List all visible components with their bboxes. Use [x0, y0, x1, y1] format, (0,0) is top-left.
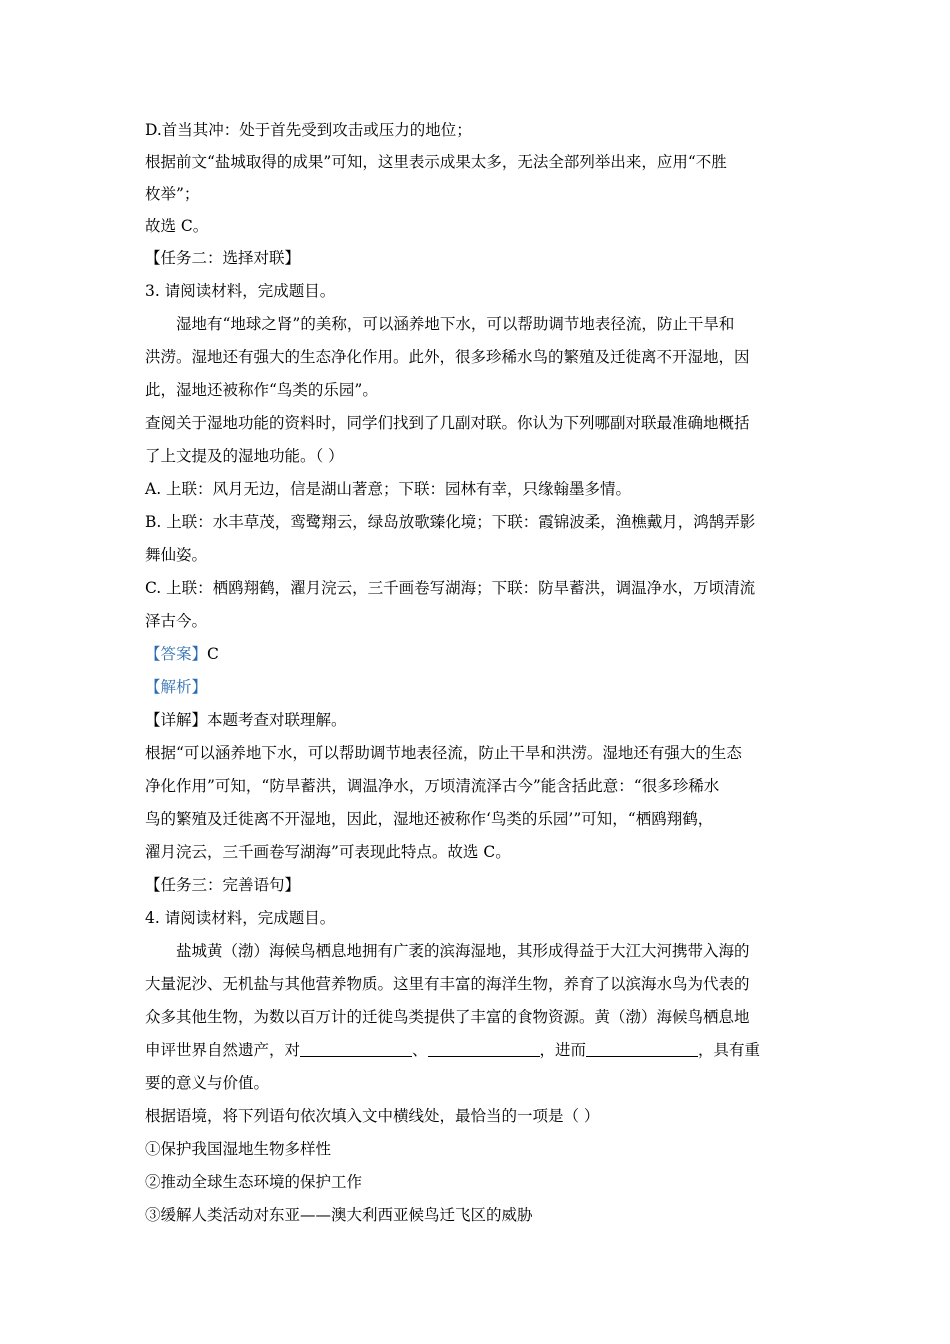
text-line: 根据前文“盐城取得的成果”可知，这里表示成果太多，无法全部列举出来，应用“不胜	[145, 153, 727, 171]
option-b-cont: 舞仙姿。	[145, 546, 208, 564]
blank-3[interactable]	[586, 1040, 698, 1057]
option-c: C. 上联：栖鸥翔鹤，濯月浣云，三千画卷写湖海；下联：防旱蓄洪，调温净水，万顷清流	[145, 579, 756, 597]
analysis-label: 【解析】	[145, 678, 208, 696]
choice-1: ①保护我国湿地生物多样性	[145, 1140, 332, 1158]
blank-text-3: ，具有重	[698, 1041, 761, 1059]
blank-2[interactable]	[428, 1040, 540, 1057]
option-a: A. 上联：风月无边，信是湖山著意；下联：园林有幸，只缘翰墨多情。	[145, 480, 632, 498]
question-title: 4. 请阅读材料，完成题目。	[145, 909, 336, 927]
choice-2: ②推动全球生态环境的保护工作	[145, 1173, 363, 1191]
section-heading: 【任务二：选择对联】	[145, 249, 301, 267]
detail-line: 净化作用”可知，“防旱蓄洪，调温净水，万顷清流泽古今”能含括此意：“很多珍稀水	[145, 777, 720, 795]
blank-text-1: 申评世界自然遗产，对	[145, 1041, 301, 1059]
answer-label: 【答案】	[145, 645, 208, 663]
section-heading: 【任务三：完善语句】	[145, 876, 301, 894]
choice-3: ③缓解人类活动对东亚——澳大利西亚候鸟迁飞区的威胁	[145, 1206, 533, 1224]
passage-line: 洪涝。湿地还有强大的生态净化作用。此外，很多珍稀水鸟的繁殖及迁徙离不开湿地，因	[145, 348, 750, 366]
detail-line: 濯月浣云，三千画卷写湖海”可表现此特点。故选 C。	[145, 843, 511, 861]
text-line: 枚举”；	[145, 185, 200, 203]
question-line: 了上文提及的湿地功能。（ ）	[145, 447, 344, 465]
option-b: B. 上联：水丰草茂，鸾鹭翔云，绿岛放歌臻化境；下联：霞锦波柔，渔樵戴月，鸿鹄弄影	[145, 513, 756, 531]
blank-separator: 、	[412, 1041, 428, 1059]
passage-line-with-blanks	[145, 1039, 810, 1061]
detail-line: 根据“可以涵养地下水，可以帮助调节地表径流，防止干旱和洪涝。湿地还有强大的生态	[145, 744, 742, 762]
passage-line: 要的意义与价值。	[145, 1074, 270, 1092]
question-line: 根据语境，将下列语句依次填入文中横线处，最恰当的一项是（ ）	[145, 1107, 600, 1125]
passage-line: 湿地有“地球之肾”的美称，可以涵养地下水，可以帮助调节地表径流，防止干旱和	[176, 315, 735, 333]
answer-value: C	[207, 645, 219, 663]
answer-line	[145, 643, 810, 665]
passage-line: 大量泥沙、无机盐与其他营养物质。这里有丰富的海洋生物，养育了以滨海水鸟为代表的	[145, 975, 750, 993]
question-line: 查阅关于湿地功能的资料时，同学们找到了几副对联。你认为下列哪副对联最准确地概括	[145, 414, 750, 432]
passage-line: 盐城黄（渤）海候鸟栖息地拥有广袤的滨海湿地，其形成得益于大江大河携带入海的	[176, 942, 750, 960]
passage-line: 众多其他生物，为数以百万计的迁徙鸟类提供了丰富的食物资源。黄（渤）海候鸟栖息地	[145, 1008, 750, 1026]
option-c-cont: 泽古今。	[145, 612, 208, 630]
detail-line: 鸟的繁殖及迁徙离不开湿地，因此，湿地还被称作‘鸟类的乐园’”可知，“栖鸥翔鹤，	[145, 810, 714, 828]
passage-line: 此，湿地还被称作“鸟类的乐园”。	[145, 381, 378, 399]
blank-text-2: ，进而	[539, 1041, 587, 1059]
detail-line: 【详解】本题考查对联理解。	[145, 711, 347, 729]
question-title: 3. 请阅读材料，完成题目。	[145, 282, 336, 300]
text-line: 故选 C。	[145, 217, 209, 235]
text-line: D.首当其冲：处于首先受到攻击或压力的地位；	[145, 121, 472, 139]
blank-1[interactable]	[300, 1040, 412, 1057]
